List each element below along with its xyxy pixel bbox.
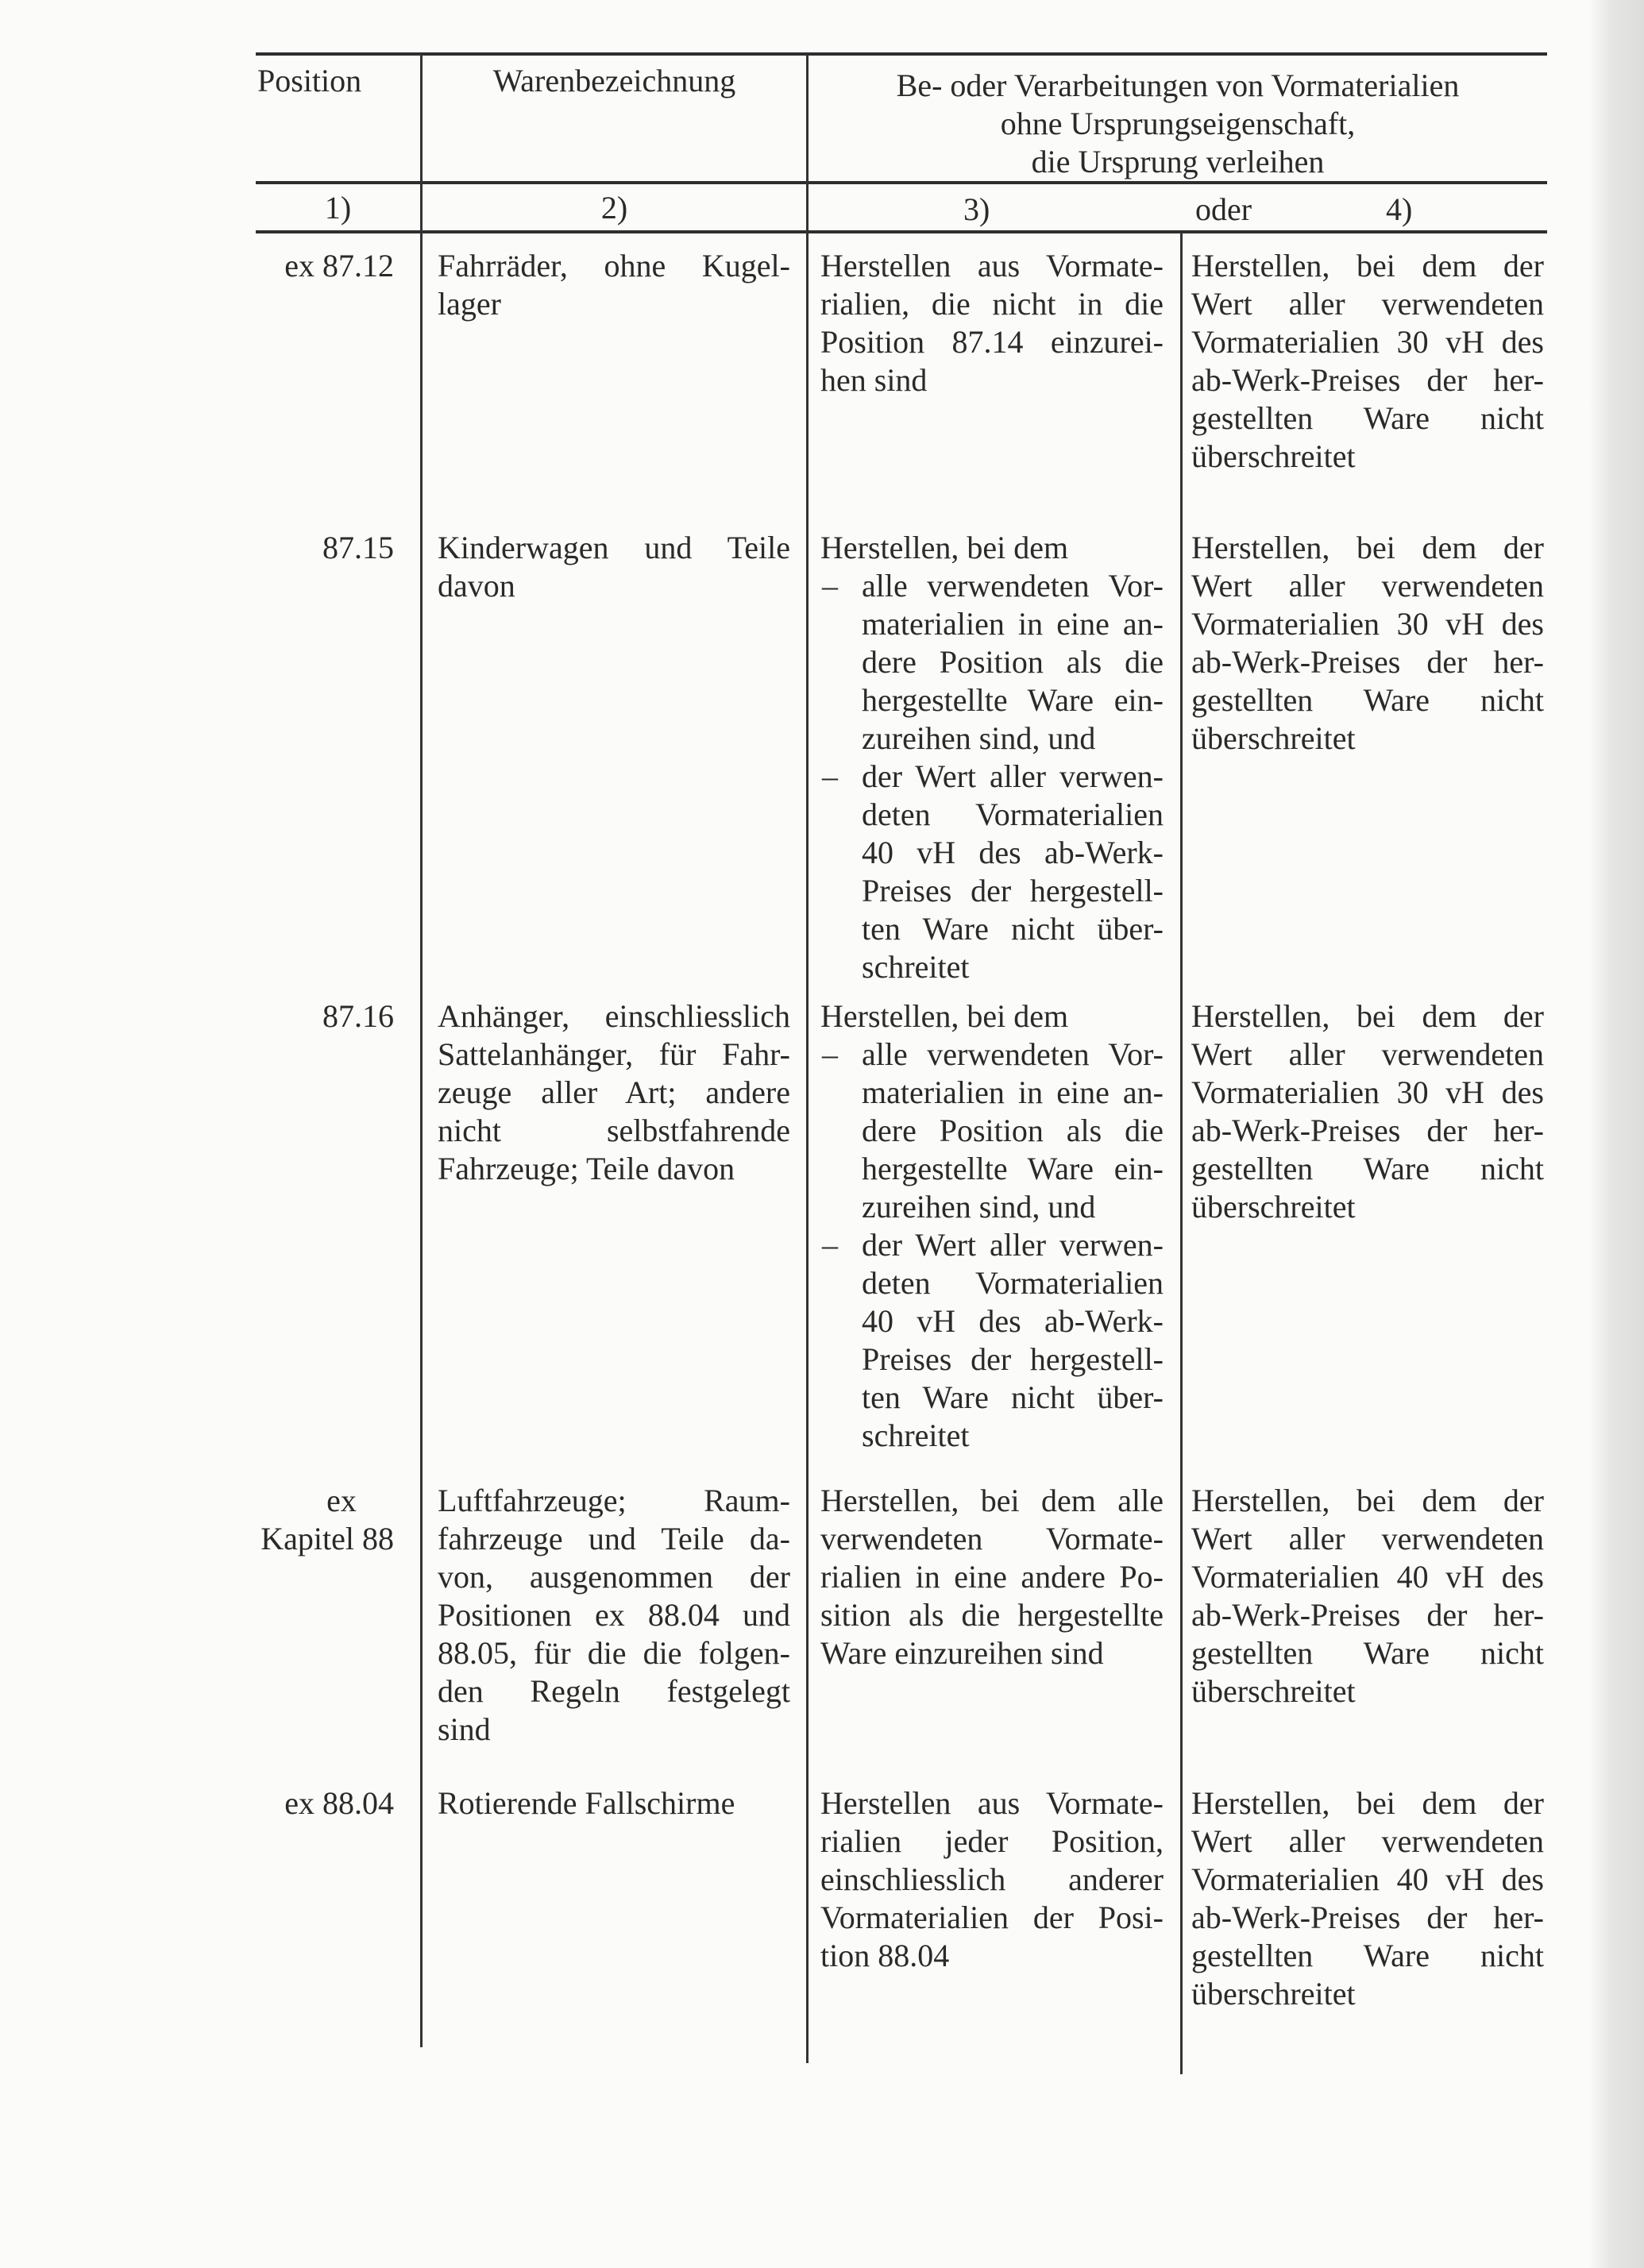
goods-description-line (438, 1558, 790, 1596)
line-text: Herstellen, bei dem alle (820, 1483, 1164, 1518)
line-text: Wert aller verwendeten (1191, 568, 1544, 604)
processing-rule-4-line (1191, 643, 1544, 681)
column-divider-2 (806, 54, 808, 2063)
column-divider-3 (1180, 232, 1183, 2074)
goods-description (438, 247, 790, 323)
processing-rule-3 (820, 1482, 1164, 1672)
processing-rule-3-line (820, 1417, 1164, 1455)
line-text: ab-Werk-Preises der her- (1191, 1113, 1544, 1148)
column-number-1: 1) (324, 190, 352, 226)
line-text: 88.05, für die die folgen- (438, 1635, 790, 1671)
goods-description-line (438, 1074, 790, 1112)
line-text: hen sind (820, 362, 928, 398)
line-text: Fahrzeuge; Teile davon (438, 1151, 735, 1186)
line-text: der Wert aller verwen- (862, 758, 1164, 794)
column-or-label: oder (1195, 191, 1252, 227)
line-text: Sattelanhänger, für Fahr- (438, 1036, 790, 1072)
column-number-3: 3) (963, 191, 990, 227)
processing-rule-4 (1191, 247, 1544, 476)
goods-description-line (438, 567, 790, 605)
processing-rule-4-line (1191, 1482, 1544, 1520)
line-text: alle verwendeten Vor- (862, 568, 1164, 604)
line-text: rialien in eine andere Po- (820, 1559, 1164, 1595)
goods-description-line (438, 285, 790, 323)
processing-rule-4-line (1191, 1975, 1544, 2013)
line-text: überschreitet (1191, 1976, 1356, 2011)
processing-rule-3-line (820, 567, 1164, 605)
goods-description-line (438, 1482, 790, 1520)
line-text: zureihen sind, und (862, 1189, 1096, 1225)
processing-rule-4-line (1191, 399, 1544, 438)
line-text: dere Position als die (862, 644, 1164, 680)
line-text: gestellten Ware nicht (1191, 1938, 1544, 1973)
line-text: Herstellen, bei dem (820, 998, 1069, 1034)
processing-rule-4-line (1191, 1634, 1544, 1672)
line-text: gestellten Ware nicht (1191, 1635, 1544, 1671)
goods-description-line (438, 529, 790, 567)
line-text: Rotierende Fallschirme (438, 1785, 735, 1821)
column-number-4: 4) (1386, 191, 1413, 227)
line-text: zeuge aller Art; andere (438, 1074, 790, 1110)
position-code (257, 1784, 394, 1822)
line-text: überschreitet (1191, 1189, 1356, 1225)
line-text: Vormaterialien 30 vH des (1191, 324, 1544, 360)
position-code-line: ex 88.04 (284, 1785, 394, 1821)
line-text: rialien, die nicht in die (820, 286, 1164, 322)
processing-rule-4-line (1191, 1672, 1544, 1711)
processing-rule-3-line (820, 323, 1164, 361)
processing-rule-4 (1191, 1784, 1544, 2013)
line-text: ten Ware nicht über- (862, 911, 1164, 947)
processing-rule-3-line (820, 1784, 1164, 1822)
processing-rule-3-line (820, 1822, 1164, 1861)
line-text: lager (438, 286, 501, 322)
processing-rule-4-line (1191, 719, 1544, 758)
line-text: deten Vormaterialien (862, 1265, 1164, 1301)
processing-rule-4-line (1191, 1784, 1544, 1822)
line-text: Positionen ex 88.04 und (438, 1597, 790, 1633)
line-text: Preises der hergestell- (862, 1341, 1164, 1377)
processing-rule-4-line (1191, 1861, 1544, 1899)
processing-rule-4 (1191, 1482, 1544, 1711)
processing-rule-3 (820, 529, 1164, 986)
processing-rule-3-line (820, 1340, 1164, 1379)
goods-description-line (438, 1672, 790, 1711)
line-text: schreitet (862, 949, 970, 985)
position-code-line: ex (326, 1483, 357, 1518)
list-dash: – (822, 1227, 838, 1263)
line-text: tion 88.04 (820, 1938, 950, 1973)
processing-rule-3-line (820, 529, 1164, 567)
line-text: 40 vH des ab-Werk- (862, 835, 1164, 870)
position-code-line: ex 87.12 (284, 248, 394, 284)
processing-rule-3-line (820, 796, 1164, 834)
header-bottom-rule (256, 181, 1547, 184)
line-text: Fahrräder, ohne Kugel- (438, 248, 790, 284)
line-text: überschreitet (1191, 438, 1356, 474)
position-code-line: 87.15 (322, 530, 394, 565)
line-text: gestellten Ware nicht (1191, 1151, 1544, 1186)
processing-rule-3-line (820, 1112, 1164, 1150)
line-text: Wert aller verwendeten (1191, 286, 1544, 322)
processing-rule-3-line (820, 1937, 1164, 1975)
processing-rule-4-line (1191, 1074, 1544, 1112)
processing-rule-3-line (820, 605, 1164, 643)
line-text: Herstellen aus Vormate- (820, 1785, 1164, 1821)
line-text: überschreitet (1191, 1673, 1356, 1709)
header-processing-line: die Ursprung verleihen (1031, 144, 1325, 179)
processing-rule-4-line (1191, 247, 1544, 285)
line-text: materialien in eine an- (862, 1074, 1164, 1110)
processing-rule-4-line (1191, 361, 1544, 399)
processing-rule-4-line (1191, 605, 1544, 643)
goods-description (438, 1482, 790, 1749)
processing-rule-4-line (1191, 1822, 1544, 1861)
line-text: Luftfahrzeuge; Raum- (438, 1483, 790, 1518)
goods-description-line (438, 1112, 790, 1150)
processing-rule-3-line (820, 872, 1164, 910)
numbering-bottom-rule (256, 230, 1547, 233)
processing-rule-3-line (820, 758, 1164, 796)
processing-rule-3-line (820, 1264, 1164, 1302)
processing-rule-4-line (1191, 567, 1544, 605)
goods-description-line (438, 247, 790, 285)
processing-rule-3-line (820, 1520, 1164, 1558)
processing-rule-3-line (820, 1036, 1164, 1074)
header-processing-line: Be- oder Verarbeitungen von Vormaterialien (896, 68, 1460, 103)
header-processing (808, 67, 1547, 181)
processing-rule-3-line (820, 834, 1164, 872)
line-text: Wert aller verwendeten (1191, 1036, 1544, 1072)
processing-rule-4-line (1191, 1596, 1544, 1634)
processing-rule-3-line (820, 643, 1164, 681)
processing-rule-3-line (820, 361, 1164, 399)
line-text: Vormaterialien 30 vH des (1191, 1074, 1544, 1110)
position-code (257, 1482, 394, 1558)
line-text: ab-Werk-Preises der her- (1191, 1597, 1544, 1633)
goods-description (438, 529, 790, 605)
processing-rule-3-line (820, 719, 1164, 758)
line-text: nicht selbstfahrende (438, 1113, 790, 1148)
line-text: rialien jeder Position, (820, 1823, 1164, 1859)
processing-rule-3-line (820, 1558, 1164, 1596)
goods-description-line (438, 1036, 790, 1074)
line-text: deten Vormaterialien (862, 796, 1164, 832)
goods-description-line (438, 1711, 790, 1749)
line-text: ten Ware nicht über- (862, 1379, 1164, 1415)
processing-rule-3-line (820, 1596, 1164, 1634)
line-text: Herstellen aus Vormate- (820, 248, 1164, 284)
line-text: 40 vH des ab-Werk- (862, 1303, 1164, 1339)
line-text: Position 87.14 einzurei- (820, 324, 1164, 360)
processing-rule-3-line (820, 1861, 1164, 1899)
line-text: Herstellen, bei dem der (1191, 1785, 1544, 1821)
list-dash: – (822, 758, 838, 794)
processing-rule-3-line (820, 1899, 1164, 1937)
processing-rule-4-line (1191, 1036, 1544, 1074)
column-number-2: 2) (600, 190, 628, 226)
line-text: Herstellen, bei dem der (1191, 1483, 1544, 1518)
line-text: Herstellen, bei dem der (1191, 998, 1544, 1034)
position-code (257, 529, 394, 567)
line-text: Vormaterialien der Posi- (820, 1900, 1164, 1935)
processing-rule-4-line (1191, 1188, 1544, 1226)
line-text: sition als die hergestellte (820, 1597, 1164, 1633)
processing-rule-3-line (820, 948, 1164, 986)
position-code-line: Kapitel 88 (260, 1521, 394, 1556)
processing-rule-3-line (820, 1226, 1164, 1264)
line-text: Kinderwagen und Teile (438, 530, 790, 565)
processing-rule-3 (820, 1784, 1164, 1975)
processing-rule-3-line (820, 910, 1164, 948)
processing-rule-3-line (820, 1482, 1164, 1520)
line-text: zureihen sind, und (862, 720, 1096, 756)
header-processing-line: ohne Ursprungseigenschaft, (1000, 106, 1356, 141)
line-text: davon (438, 568, 515, 604)
header-description: Warenbezeichnung (492, 63, 736, 98)
processing-rule-4-line (1191, 681, 1544, 719)
processing-rule-3-line (820, 1302, 1164, 1340)
processing-rule-4-line (1191, 1150, 1544, 1188)
processing-rule-4-line (1191, 438, 1544, 476)
line-text: fahrzeuge und Teile da- (438, 1521, 790, 1556)
line-text: Wert aller verwendeten (1191, 1823, 1544, 1859)
line-text: Wert aller verwendeten (1191, 1521, 1544, 1556)
line-text: überschreitet (1191, 720, 1356, 756)
line-text: hergestellte Ware ein- (862, 682, 1164, 718)
line-text: ab-Werk-Preises der her- (1191, 362, 1544, 398)
goods-description-line (438, 1634, 790, 1672)
list-dash: – (822, 568, 838, 604)
table-top-rule (256, 52, 1547, 56)
processing-rule-3 (820, 247, 1164, 399)
processing-rule-3-line (820, 1074, 1164, 1112)
line-text: Vormaterialien 40 vH des (1191, 1861, 1544, 1897)
position-code (257, 997, 394, 1036)
processing-rule-3-line (820, 1379, 1164, 1417)
line-text: einschliesslich anderer (820, 1861, 1164, 1897)
processing-rule-4-line (1191, 1899, 1544, 1937)
processing-rule-3-line (820, 997, 1164, 1036)
position-code-line: 87.16 (322, 998, 394, 1034)
goods-description-line (438, 1784, 790, 1822)
line-text: den Regeln festgelegt (438, 1673, 790, 1709)
processing-rule-3-line (820, 1634, 1164, 1672)
list-dash: – (822, 1036, 838, 1072)
processing-rule-4-line (1191, 1112, 1544, 1150)
line-text: ab-Werk-Preises der her- (1191, 644, 1544, 680)
line-text: Ware einzureihen sind (820, 1635, 1104, 1671)
line-text: gestellten Ware nicht (1191, 682, 1544, 718)
line-text: dere Position als die (862, 1113, 1164, 1148)
processing-rule-4 (1191, 529, 1544, 758)
processing-rule-3-line (820, 285, 1164, 323)
line-text: Anhänger, einschliesslich (438, 998, 790, 1034)
goods-description (438, 1784, 790, 1822)
line-text: schreitet (862, 1418, 970, 1453)
header-position: Position (257, 63, 362, 98)
goods-description-line (438, 997, 790, 1036)
processing-rule-4-line (1191, 529, 1544, 567)
processing-rule-4-line (1191, 323, 1544, 361)
line-text: hergestellte Ware ein- (862, 1151, 1164, 1186)
processing-rule-3-line (820, 681, 1164, 719)
goods-description-line (438, 1596, 790, 1634)
line-text: Vormaterialien 30 vH des (1191, 606, 1544, 642)
line-text: von, ausgenommen der (438, 1559, 790, 1595)
processing-rule-3-line (820, 1188, 1164, 1226)
processing-rule-3-line (820, 247, 1164, 285)
goods-description-line (438, 1150, 790, 1188)
goods-description-line (438, 1520, 790, 1558)
line-text: verwendeten Vormate- (820, 1521, 1164, 1556)
line-text: alle verwendeten Vor- (862, 1036, 1164, 1072)
processing-rule-4-line (1191, 285, 1544, 323)
line-text: sind (438, 1711, 491, 1747)
line-text: Herstellen, bei dem der (1191, 248, 1544, 284)
processing-rule-4-line (1191, 997, 1544, 1036)
line-text: Herstellen, bei dem der (1191, 530, 1544, 565)
line-text: der Wert aller verwen- (862, 1227, 1164, 1263)
processing-rule-4-line (1191, 1558, 1544, 1596)
line-text: Vormaterialien 40 vH des (1191, 1559, 1544, 1595)
processing-rule-4 (1191, 997, 1544, 1226)
line-text: gestellten Ware nicht (1191, 400, 1544, 436)
line-text: materialien in eine an- (862, 606, 1164, 642)
position-code (257, 247, 394, 285)
processing-rule-3 (820, 997, 1164, 1455)
goods-description (438, 997, 790, 1188)
line-text: ab-Werk-Preises der her- (1191, 1900, 1544, 1935)
line-text: Preises der hergestell- (862, 873, 1164, 908)
processing-rule-4-line (1191, 1937, 1544, 1975)
column-divider-1 (420, 54, 423, 2047)
processing-rule-4-line (1191, 1520, 1544, 1558)
scan-edge-shadow (1588, 0, 1644, 2268)
line-text: Herstellen, bei dem (820, 530, 1069, 565)
processing-rule-3-line (820, 1150, 1164, 1188)
